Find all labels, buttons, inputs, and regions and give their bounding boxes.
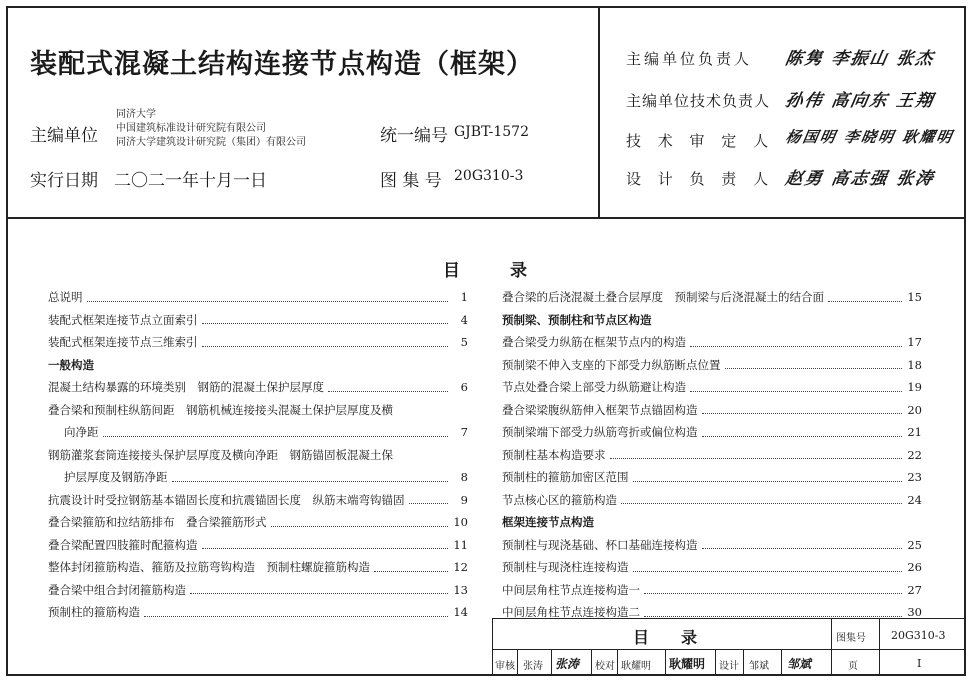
- atlas-title: 装配式混凝土结构连接节点构造（框架）: [30, 49, 534, 80]
- toc-entry: [48, 556, 468, 579]
- toc-leader-dots: [190, 585, 448, 594]
- review-name: 张涛: [523, 661, 543, 672]
- toc-entry-page: 26: [907, 560, 922, 575]
- check-name: 耿耀明: [621, 661, 651, 672]
- toc-entry-title: 叠合梁配置四肢箍时配箍构造: [48, 537, 198, 552]
- toc-entry-page: 14: [453, 605, 468, 620]
- toc-entry-page: 17: [907, 335, 922, 350]
- toc-entry: [48, 421, 468, 444]
- toc-section-heading: [502, 511, 922, 534]
- toc-entry-page: 19: [907, 380, 922, 395]
- toc-entry-page: 13: [453, 582, 468, 597]
- title-block-atlas-value: 20G310-3: [891, 629, 946, 642]
- editor-unit-label: 主编单位: [30, 126, 98, 146]
- header-right-panel: [598, 8, 964, 217]
- page-label: 页: [848, 661, 858, 672]
- toc-leader-dots: [202, 315, 449, 324]
- toc-entry-title: 整体封闭箍筋构造、箍筋及拉筋弯钩构造 预制柱螺旋箍筋构造: [48, 560, 370, 575]
- toc-entry-title: 抗震设计时受拉钢筋基本锚固长度和抗震锚固长度 纵筋末端弯钩锚固: [48, 492, 405, 507]
- toc-entry-title: 叠合梁的后浇混凝土叠合层厚度 预制梁与后浇混凝土的结合面: [502, 290, 824, 305]
- toc-entry-title: 预制梁、预制柱和节点区构造: [502, 312, 652, 327]
- toc-entry: [502, 376, 922, 399]
- toc-entry-title: 预制柱的箍筋加密区范围: [502, 470, 629, 485]
- toc-entry-page: 9: [460, 492, 468, 507]
- toc-entry: [48, 534, 468, 557]
- toc-entry-page: 6: [460, 380, 468, 395]
- toc-entry: [48, 579, 468, 602]
- toc-entry-page: 5: [460, 335, 468, 350]
- toc-leader-dots: [702, 428, 903, 437]
- header-divider: [8, 217, 964, 219]
- toc-entry-page: 15: [907, 290, 922, 305]
- toc-entry: [502, 354, 922, 377]
- toc-entry: [502, 444, 922, 467]
- design-signature: 邹斌: [787, 657, 812, 671]
- toc-entry-page: 20: [907, 402, 922, 417]
- toc-entry: [48, 286, 468, 309]
- toc-entry-title: 预制柱与现浇基础、杯口基础连接构造: [502, 537, 698, 552]
- page-value: I: [917, 657, 922, 670]
- toc-leader-dots: [103, 428, 449, 437]
- toc-entry-page: 23: [907, 470, 922, 485]
- toc-entry-title: 叠合梁受力纵筋在框架节点内的构造: [502, 335, 686, 350]
- toc-leader-dots: [87, 293, 449, 302]
- toc-leader-dots: [644, 608, 902, 617]
- toc-entry: [48, 376, 468, 399]
- toc-entry-page: 11: [453, 537, 468, 552]
- toc-leader-dots: [690, 383, 902, 392]
- toc-right-column: [502, 286, 922, 624]
- role-tech-reviewer: 技 术 审 定 人: [626, 132, 775, 150]
- toc-entry-title: 中间层角柱节点连接构造二: [502, 605, 640, 620]
- toc-entry-title: 预制柱的箍筋构造: [48, 605, 140, 620]
- toc-entry: [502, 466, 922, 489]
- toc-entry-title: 预制梁不伸入支座的下部受力纵筋断点位置: [502, 357, 721, 372]
- toc-leader-dots: [633, 563, 903, 572]
- toc-entry-title: 装配式框架连接节点立面索引: [48, 312, 198, 327]
- toc-leader-dots: [621, 495, 902, 504]
- atlas-number: 20G310-3: [454, 168, 524, 184]
- toc-entry: [502, 399, 922, 422]
- toc-entry-title: 叠合梁梁腹纵筋伸入框架节点锚固构造: [502, 402, 698, 417]
- toc-leader-dots: [172, 473, 449, 482]
- toc-entry: [502, 489, 922, 512]
- toc-entry-title: 混凝土结构暴露的环境类别 钢筋的混凝土保护层厚度: [48, 380, 324, 395]
- toc-entry-title: 叠合梁和预制柱纵筋间距 钢筋机械连接接头混凝土保护层厚度及横: [48, 402, 393, 417]
- toc-entry-page: 30: [907, 605, 922, 620]
- toc-leader-dots: [374, 563, 448, 572]
- toc-entry-title: 中间层角柱节点连接构造一: [502, 582, 640, 597]
- toc-entry: [502, 331, 922, 354]
- toc-title-left: 目: [443, 261, 460, 281]
- toc-entry-title: 叠合梁中组合封闭箍筋构造: [48, 582, 186, 597]
- toc-leader-dots: [144, 608, 448, 617]
- title-block-atlas-label: 图集号: [836, 633, 866, 644]
- toc-entry-page: 25: [907, 537, 922, 552]
- toc-entry: [48, 444, 468, 467]
- toc-entry-title: 框架连接节点构造: [502, 515, 594, 530]
- role-design-lead: 设 计 负 责 人: [626, 170, 775, 188]
- toc-entry: [48, 309, 468, 332]
- toc-entry-title: 节点处叠合梁上部受力纵筋避让构造: [502, 380, 686, 395]
- toc-entry-title: 预制柱基本构造要求: [502, 447, 606, 462]
- toc-entry-title: 钢筋灌浆套筒连接接头保护层厚度及横向净距 钢筋锚固板混凝土保: [48, 447, 393, 462]
- review-signature: 张涛: [555, 657, 580, 671]
- effective-date-label: 实行日期: [30, 171, 98, 191]
- toc-title-right: 录: [510, 261, 527, 281]
- design-label: 设计: [719, 661, 739, 672]
- toc-entry-title: 预制梁端下部受力纵筋弯折或偏位构造: [502, 425, 698, 440]
- toc-leader-dots: [202, 338, 449, 347]
- toc-entry-page: 1: [460, 290, 468, 305]
- toc-entry-page: 7: [460, 425, 468, 440]
- toc-entry: [48, 511, 468, 534]
- unified-number-label: 统一编号: [380, 126, 448, 146]
- toc-entry-page: 27: [907, 582, 922, 597]
- toc-leader-dots: [702, 540, 903, 549]
- toc-entry-title: 装配式框架连接节点三维索引: [48, 335, 198, 350]
- toc-entry-page: 8: [460, 470, 468, 485]
- toc-entry-title: 总说明: [48, 290, 83, 305]
- signature-chief-tech-head: 孙伟 高向东 王翔: [783, 91, 937, 111]
- toc-entry-page: 21: [907, 425, 922, 440]
- toc-entry-title: 节点核心区的箍筋构造: [502, 492, 617, 507]
- toc-entry: [48, 466, 468, 489]
- editor-unit-3: 同济大学建筑设计研究院（集团）有限公司: [116, 137, 306, 148]
- toc-leader-dots: [409, 495, 449, 504]
- role-chief-tech-head: 主编单位技术负责人: [626, 92, 771, 110]
- atlas-number-label: 图 集 号: [380, 171, 442, 191]
- signature-tech-reviewer: 杨国明 李晓明 耿耀明: [784, 128, 955, 146]
- review-label: 审核: [495, 661, 515, 672]
- toc-section-heading: [48, 354, 468, 377]
- toc-leader-dots: [644, 585, 902, 594]
- toc-leader-dots: [690, 338, 902, 347]
- toc-entry-page: 10: [453, 515, 468, 530]
- editor-unit-1: 同济大学: [116, 109, 156, 120]
- toc-entry-page: 4: [460, 312, 468, 327]
- editor-unit-2: 中国建筑标准设计研究院有限公司: [116, 123, 266, 134]
- toc-entry: [48, 489, 468, 512]
- toc-leader-dots: [610, 450, 903, 459]
- toc-entry-title: 叠合梁箍筋和拉结筋排布 叠合梁箍筋形式: [48, 515, 267, 530]
- header-left-panel: [8, 8, 596, 217]
- toc-entry-title: 预制柱与现浇柱连接构造: [502, 560, 629, 575]
- toc-entry: [502, 534, 922, 557]
- title-block-name: 目 录: [633, 628, 698, 647]
- toc-section-heading: [502, 309, 922, 332]
- effective-date: 二〇二一年十月一日: [114, 171, 267, 191]
- toc-entry: [502, 556, 922, 579]
- toc-leader-dots: [328, 383, 448, 392]
- toc-entry: [502, 286, 922, 309]
- toc-entry: [48, 399, 468, 422]
- check-signature: 耿耀明: [669, 657, 706, 671]
- toc-leader-dots: [202, 540, 449, 549]
- toc-entry-title: 向净距: [64, 425, 99, 440]
- toc-entry-title: 一般构造: [48, 357, 94, 372]
- check-label: 校对: [595, 661, 615, 672]
- toc-entry: [48, 601, 468, 624]
- design-name: 邹斌: [749, 661, 769, 672]
- unified-number: GJBT-1572: [454, 124, 529, 140]
- toc-entry-page: 12: [453, 560, 468, 575]
- signature-chief-unit-head: 陈隽 李振山 张杰: [783, 49, 937, 69]
- toc-leader-dots: [725, 360, 903, 369]
- toc-entry-title: 护层厚度及钢筋净距: [64, 470, 168, 485]
- title-block: [492, 618, 964, 674]
- role-chief-unit-head: 主编单位负责人: [626, 50, 753, 68]
- toc-leader-dots: [702, 405, 903, 414]
- toc-left-column: [48, 286, 468, 624]
- toc-leader-dots: [633, 473, 903, 482]
- signature-design-lead: 赵勇 高志强 张涛: [783, 169, 937, 189]
- toc-entry: [48, 331, 468, 354]
- toc-entry-page: 22: [907, 447, 922, 462]
- toc-entry: [502, 421, 922, 444]
- toc-leader-dots: [828, 293, 902, 302]
- toc-entry-page: 18: [907, 357, 922, 372]
- toc-entry: [502, 579, 922, 602]
- toc-leader-dots: [271, 518, 449, 527]
- toc-entry-page: 24: [907, 492, 922, 507]
